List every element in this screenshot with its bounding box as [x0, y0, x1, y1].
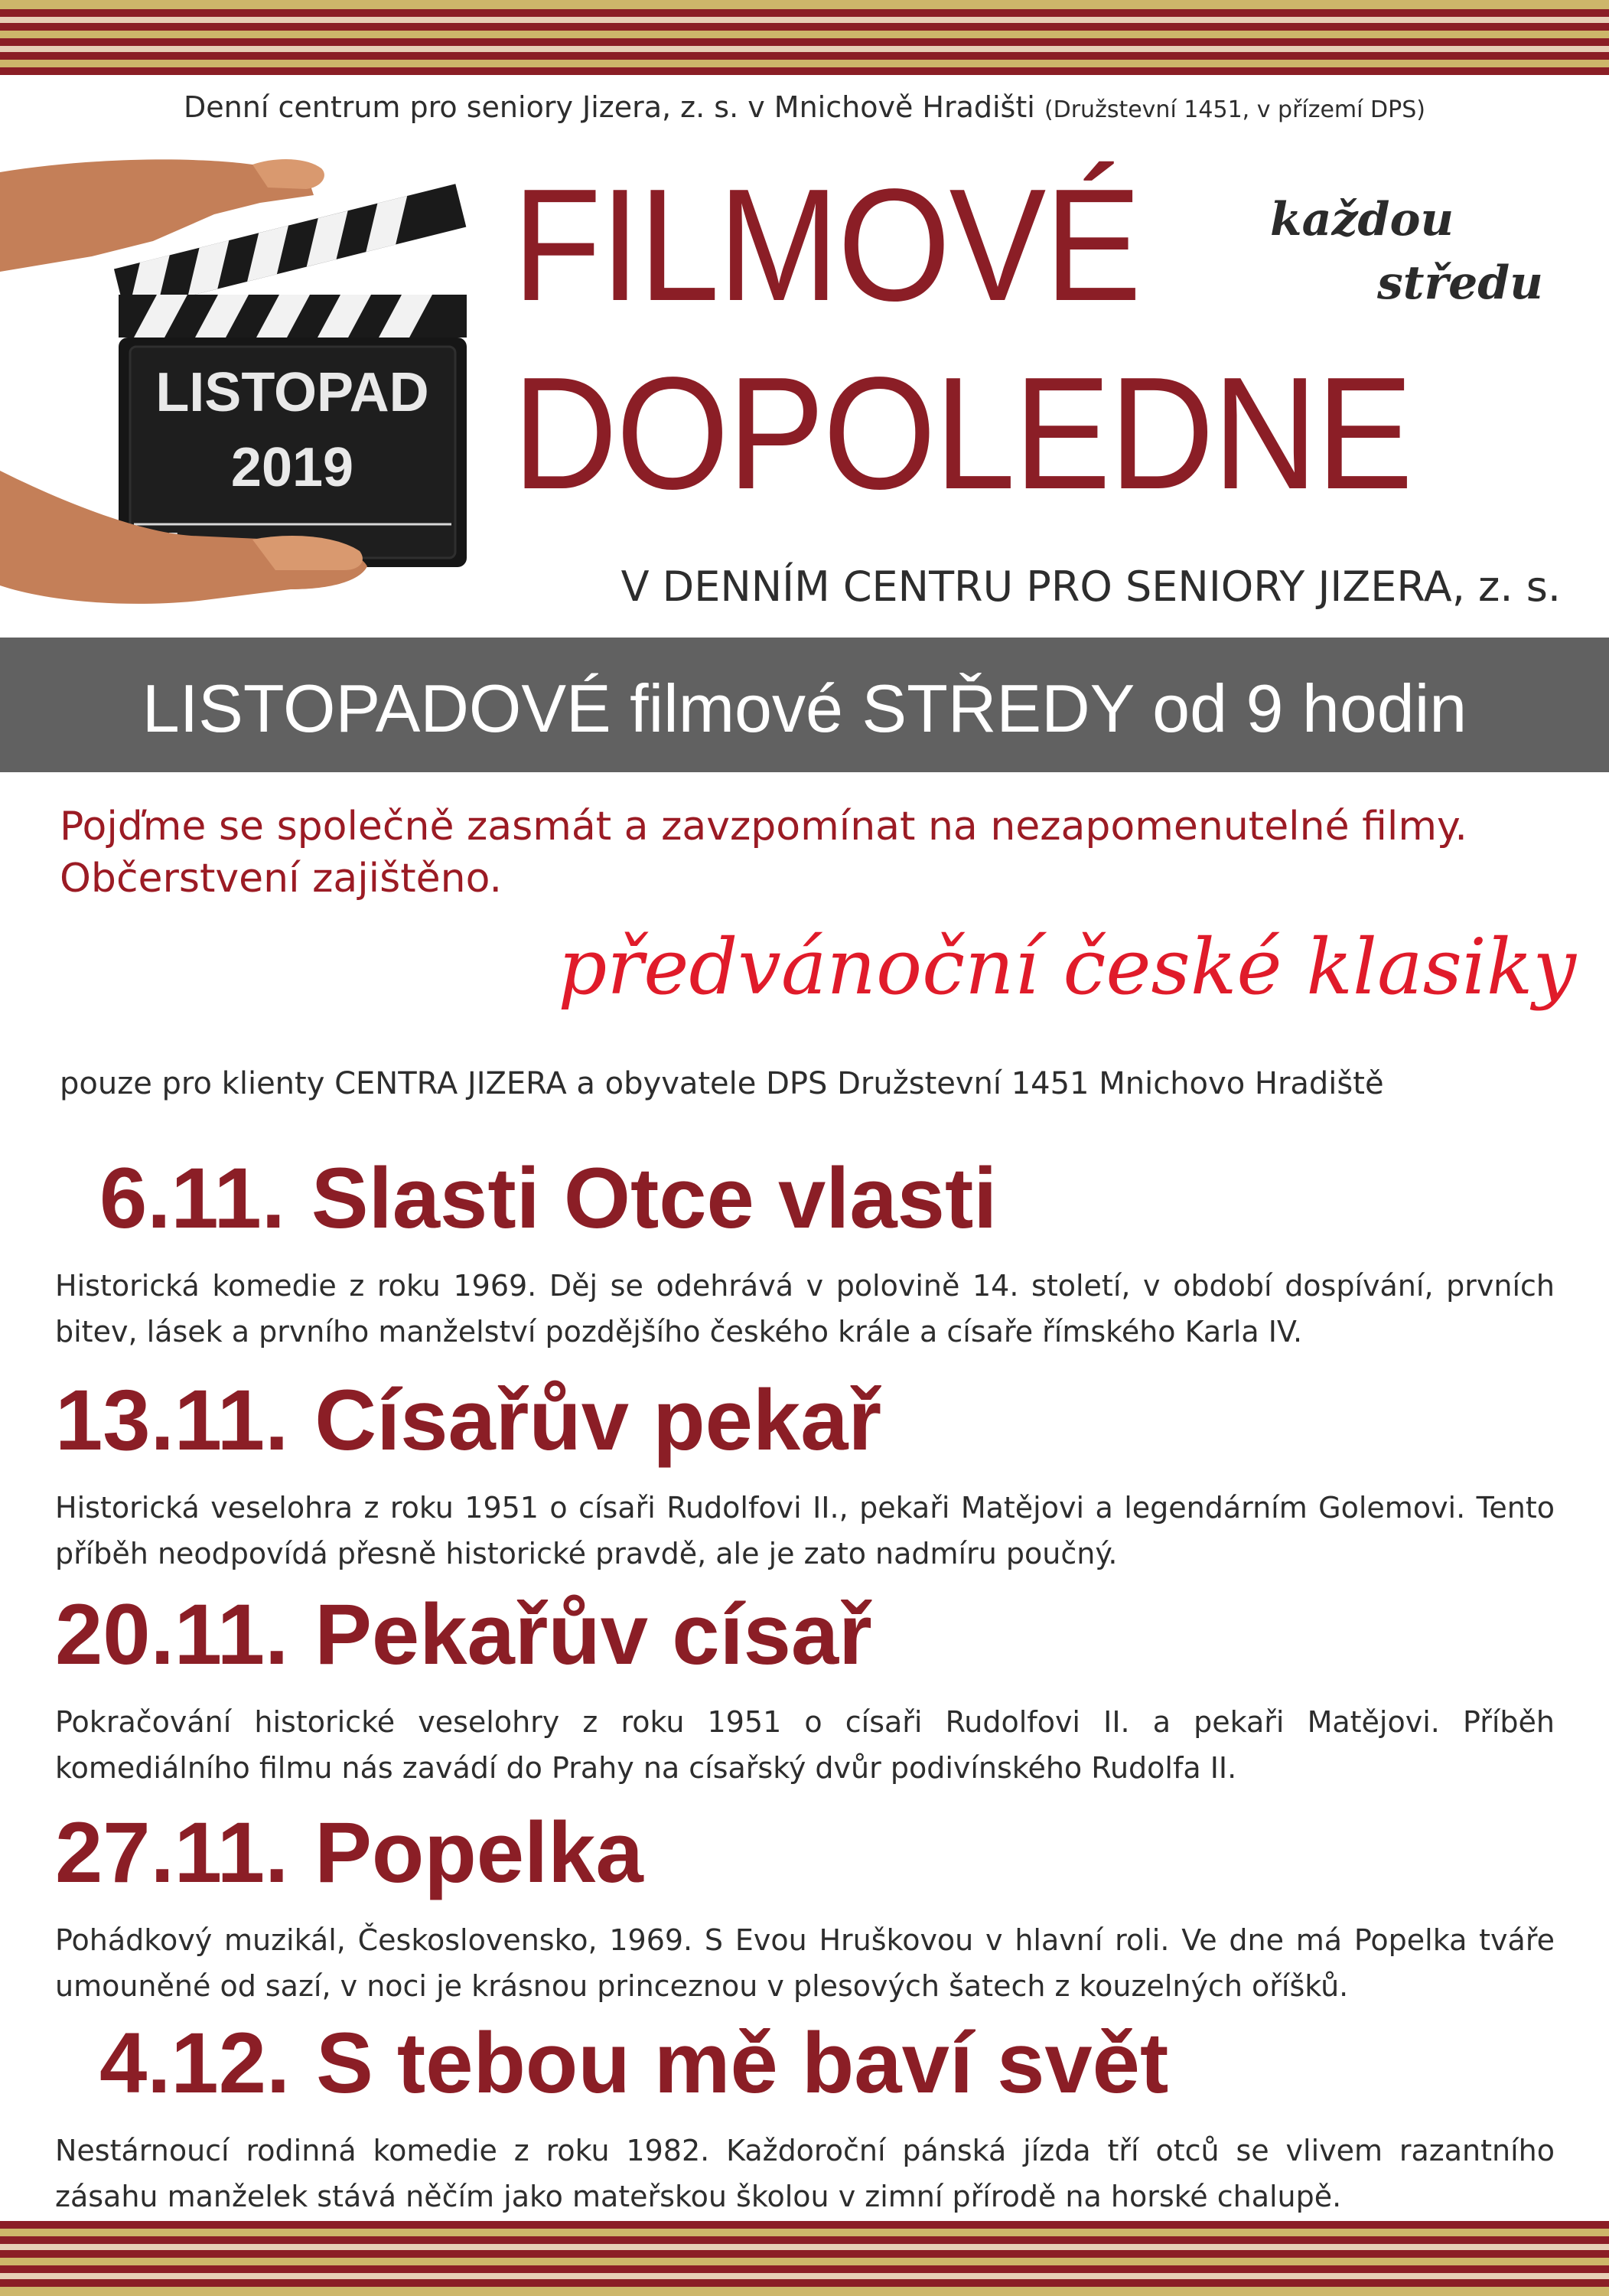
film-description: Nestárnoucí rodinná komedie z roku 1982. Každoroční pánská jízda tří otců se vlivem razantního zásahu manželek stává něčím jako mateřskou školou v zimní přírodě na horské chalupě.: [55, 2134, 1555, 2213]
clapper-year: 2019: [230, 437, 354, 498]
organization-address: (Družstevní 1451, v přízemí DPS): [1044, 96, 1425, 123]
film-description: Pohádkový muzikál, Československo, 1969. S Evou Hruškovou v hlavní roli. Ve dne má Popelka tváře umouněné od sazí, v noci je krásnou princeznou v plesových šatech z kouzelných oříšků.: [55, 1923, 1555, 2003]
film-heading: [55, 1150, 1555, 1246]
film-entry: [55, 2015, 1555, 2219]
theme-script: předvánoční české klasiky: [558, 922, 1576, 1012]
film-description: Historická veselohra z roku 1951 o císaři Rudolfovi II., pekaři Matějovi a legendárním Golemovi. Tento příběh neodpovídá přesně historické pravdě, ale je zato nadmíru poučný.: [55, 1491, 1555, 1570]
film-title: Slasti Otce vlasti: [311, 1150, 998, 1246]
main-title-line2: DOPOLEDNE: [513, 344, 1412, 523]
film-heading: [55, 1805, 1555, 1900]
film-title: Popelka: [314, 1805, 643, 1900]
bottom-stripes: [0, 2221, 1609, 2296]
banner-text: LISTOPADOVÉ filmové STŘEDY od 9 hodin: [142, 670, 1467, 746]
film-entry: [55, 1805, 1555, 2009]
film-entry: [55, 1372, 1555, 1577]
every-wednesday-line2: středu: [1377, 256, 1543, 310]
intro-line2: Občerstvení zajištěno.: [60, 856, 502, 902]
organization-header: [0, 90, 1609, 124]
film-description: Historická komedie z roku 1969. Děj se odehrává v polovině 14. století, v období dospívání, prvních bitev, lásek a prvního manželství pozdějšího českého krále a císaře římského Karla IV.: [55, 1269, 1555, 1349]
clapperboard-with-hands-icon: [0, 142, 505, 616]
every-wednesday-line1: každou: [1270, 193, 1454, 246]
main-title-line1: FILMOVÉ: [513, 155, 1141, 335]
film-heading: [55, 1372, 1555, 1468]
film-date: 27.11.: [55, 1805, 289, 1900]
film-date: 6.11.: [99, 1150, 285, 1246]
main-subtitle: V DENNÍM CENTRU PRO SENIORY JIZERA, z. s.: [620, 563, 1561, 611]
film-date: 20.11.: [55, 1587, 289, 1682]
film-title: Pekařův císař: [314, 1587, 872, 1682]
intro-line1: Pojďme se společně zasmát a zavzpomínat na nezapomenutelné filmy.: [60, 804, 1467, 850]
film-description: Pokračování historické veselohry z roku 1951 o císaři Rudolfovi II. a pekaři Matějovi. Příběh komediálního filmu nás zavádí do Prahy na císařský dvůr podivínského Rudolfa II.: [55, 1705, 1555, 1785]
film-title: S tebou mě baví svět: [316, 2015, 1169, 2111]
film-date: 4.12.: [99, 2015, 291, 2111]
organization-name: Denní centrum pro seniory Jizera, z. s. v Mnichově Hradišti: [184, 90, 1035, 124]
clapper-month: LISTOPAD: [155, 362, 429, 423]
banner: [0, 638, 1609, 772]
film-heading: [55, 1587, 1555, 1682]
film-heading: [55, 2015, 1555, 2111]
film-entry: [55, 1150, 1555, 1355]
top-stripes: [0, 0, 1609, 77]
audience-note: pouze pro klienty CENTRA JIZERA a obyvatele DPS Družstevní 1451 Mnichovo Hradiště: [60, 1066, 1384, 1101]
film-date: 13.11.: [55, 1372, 289, 1468]
film-title: Císařův pekař: [314, 1372, 882, 1468]
film-entry: [55, 1587, 1555, 1791]
